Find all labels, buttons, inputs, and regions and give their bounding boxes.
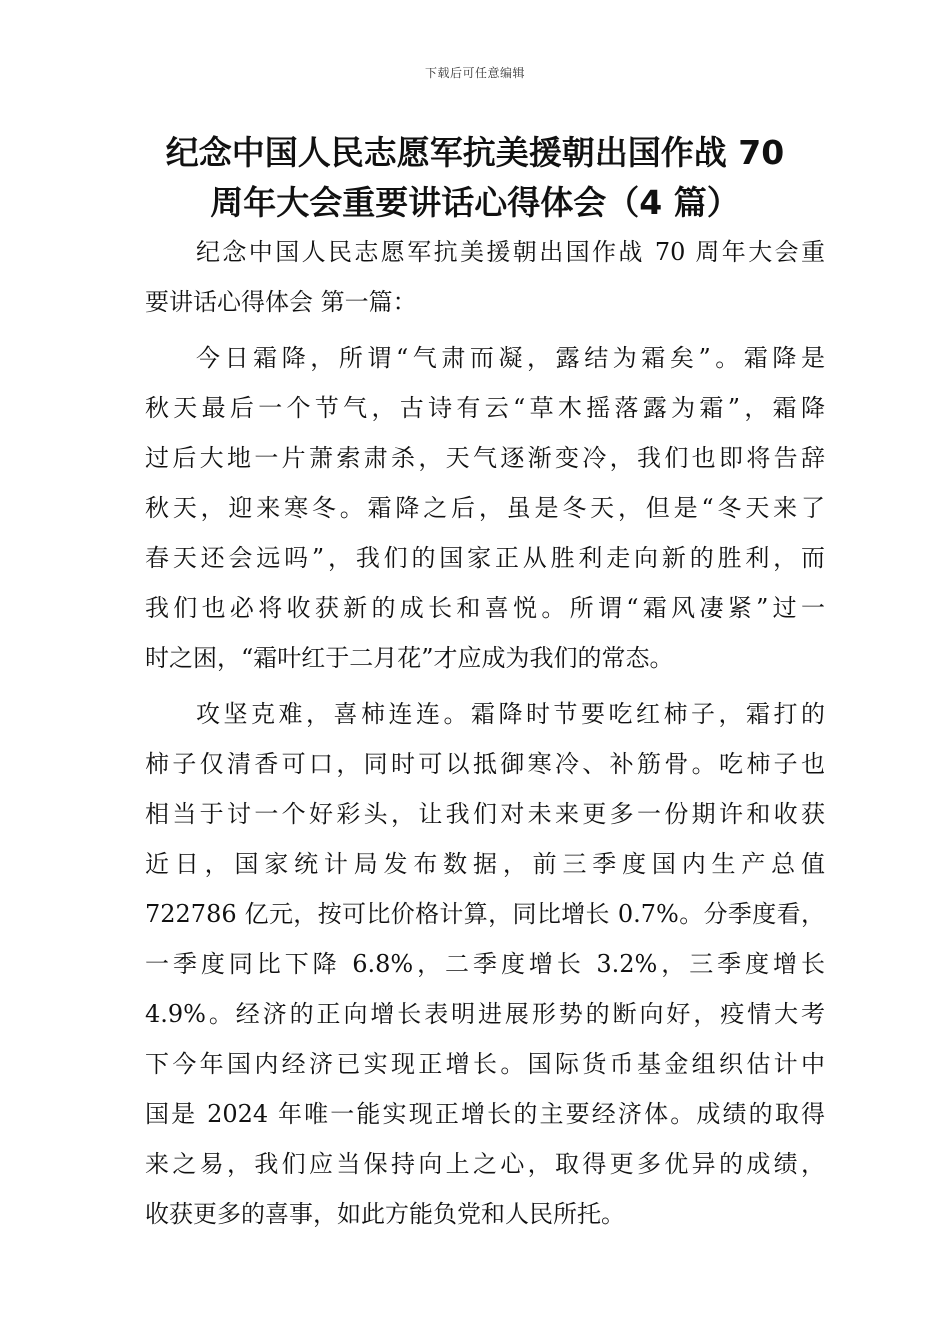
- header-note: 下载后可任意编辑: [424, 66, 525, 80]
- text-line: 来之易，我们应当保持向上之心，取得更多优异的成绩，: [145, 1150, 825, 1178]
- text-line: 攻坚克难，喜柿连连。霜降时节要吃红柿子，霜打的: [196, 700, 825, 728]
- document-body: [145, 227, 825, 1239]
- text-line: 722786 亿元，按可比价格计算，同比增长 0.7%。分季度看，: [145, 900, 825, 928]
- paragraph-2: [145, 689, 825, 1239]
- intro-paragraph: [145, 227, 825, 327]
- text-line: 要讲话心得体会 第一篇：: [145, 288, 417, 316]
- text-line: 我们也必将收获新的成长和喜悦。所谓“霜风凄紧”过一: [145, 594, 825, 622]
- text-line: 柿子仅清香可口，同时可以抵御寒冷、补筋骨。吃柿子也: [145, 750, 825, 778]
- text-line: 近日，国家统计局发布数据，前三季度国内生产总值: [145, 850, 825, 878]
- text-line: 秋天最后一个节气，古诗有云“草木摇落露为霜”，霜降: [145, 394, 825, 422]
- title-line: 纪念中国人民志愿军抗美援朝出国作战 70: [165, 133, 785, 172]
- text-line: 国是 2024 年唯一能实现正增长的主要经济体。成绩的取得: [145, 1100, 825, 1128]
- text-line: 4.9%。经济的正向增长表明进展形势的断向好，疫情大考: [145, 1000, 825, 1028]
- text-line: 秋天，迎来寒冬。霜降之后，虽是冬天，但是“冬天来了: [145, 494, 825, 522]
- text-line: 一季度同比下降 6.8%，二季度增长 3.2%，三季度增长: [145, 950, 825, 978]
- text-line: 下今年国内经济已实现正增长。国际货币基金组织估计中: [145, 1050, 825, 1078]
- text-line: 过后大地一片萧索肃杀，天气逐渐变冷，我们也即将告辞: [145, 444, 825, 472]
- text-line: 收获更多的喜事，如此方能负党和人民所托。: [145, 1200, 625, 1228]
- document-title: [100, 128, 850, 228]
- text-line: 今日霜降，所谓“气肃而凝，露结为霜矣”。霜降是: [196, 344, 825, 372]
- paragraph-1: [145, 333, 825, 683]
- text-line: 春天还会远吗”，我们的国家正从胜利走向新的胜利，而: [145, 544, 825, 572]
- text-line: 时之困，“霜叶红于二月花”才应成为我们的常态。: [145, 644, 674, 672]
- title-line: 周年大会重要讲话心得体会（4 篇）: [210, 183, 740, 222]
- text-line: 相当于讨一个好彩头，让我们对未来更多一份期许和收获: [145, 800, 825, 828]
- text-line: 纪念中国人民志愿军抗美援朝出国作战 70 周年大会重: [196, 238, 825, 266]
